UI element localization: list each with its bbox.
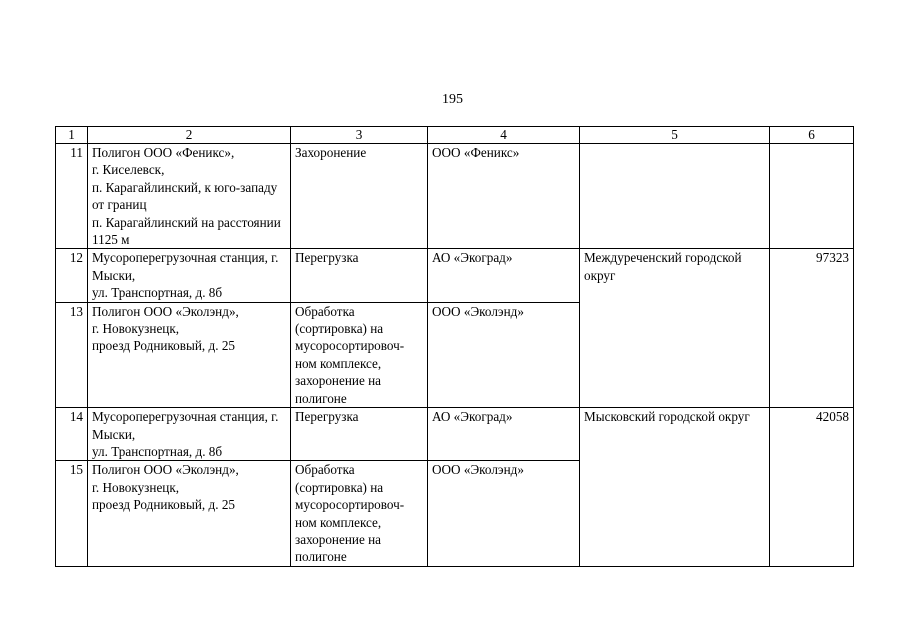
table-row bbox=[56, 249, 854, 302]
column-header: 5 bbox=[580, 127, 770, 144]
column-header: 2 bbox=[88, 127, 291, 144]
territory-cell bbox=[580, 144, 770, 249]
facility-cell: Мусороперегрузочная станция, г. Мыски, ул. Транспортная, д. 8б bbox=[88, 249, 291, 302]
activity-cell: Перегрузка bbox=[291, 408, 428, 461]
activity-cell: Обработка (сортировка) на мусоросортировоч-ном комплексе, захоронение на полигоне bbox=[291, 302, 428, 407]
waste-facilities-table bbox=[55, 126, 854, 567]
value-cell: 42058 bbox=[770, 408, 854, 567]
row-number: 14 bbox=[56, 408, 88, 461]
column-header: 1 bbox=[56, 127, 88, 144]
facility-cell: Полигон ООО «Феникс», г. Киселевск, п. Карагайлинский, к юго-западу от границ п. Карагайлинский на расстоянии 1125 м bbox=[88, 144, 291, 249]
page-number: 195 bbox=[442, 92, 463, 107]
value-cell: 97323 bbox=[770, 249, 854, 408]
column-header: 3 bbox=[291, 127, 428, 144]
row-number: 15 bbox=[56, 461, 88, 566]
facility-cell: Полигон ООО «Эколэнд», г. Новокузнецк, проезд Родниковый, д. 25 bbox=[88, 302, 291, 407]
activity-cell: Обработка (сортировка) на мусоросортировоч-ном комплексе, захоронение на полигоне bbox=[291, 461, 428, 566]
column-header: 4 bbox=[428, 127, 580, 144]
table-row bbox=[56, 144, 854, 249]
territory-cell: Междуреченский городской округ bbox=[580, 249, 770, 408]
operator-cell: АО «Экоград» bbox=[428, 249, 580, 302]
operator-cell: ООО «Эколэнд» bbox=[428, 302, 580, 407]
table-header-row bbox=[56, 127, 854, 144]
activity-cell: Перегрузка bbox=[291, 249, 428, 302]
activity-cell: Захоронение bbox=[291, 144, 428, 249]
territory-cell: Мысковский городской округ bbox=[580, 408, 770, 567]
column-header: 6 bbox=[770, 127, 854, 144]
facility-cell: Мусороперегрузочная станция, г. Мыски, ул. Транспортная, д. 8б bbox=[88, 408, 291, 461]
row-number: 11 bbox=[56, 144, 88, 249]
row-number: 12 bbox=[56, 249, 88, 302]
row-number: 13 bbox=[56, 302, 88, 407]
table-row bbox=[56, 408, 854, 461]
facility-cell: Полигон ООО «Эколэнд», г. Новокузнецк, проезд Родниковый, д. 25 bbox=[88, 461, 291, 566]
operator-cell: ООО «Феникс» bbox=[428, 144, 580, 249]
value-cell bbox=[770, 144, 854, 249]
operator-cell: ООО «Эколэнд» bbox=[428, 461, 580, 566]
operator-cell: АО «Экоград» bbox=[428, 408, 580, 461]
